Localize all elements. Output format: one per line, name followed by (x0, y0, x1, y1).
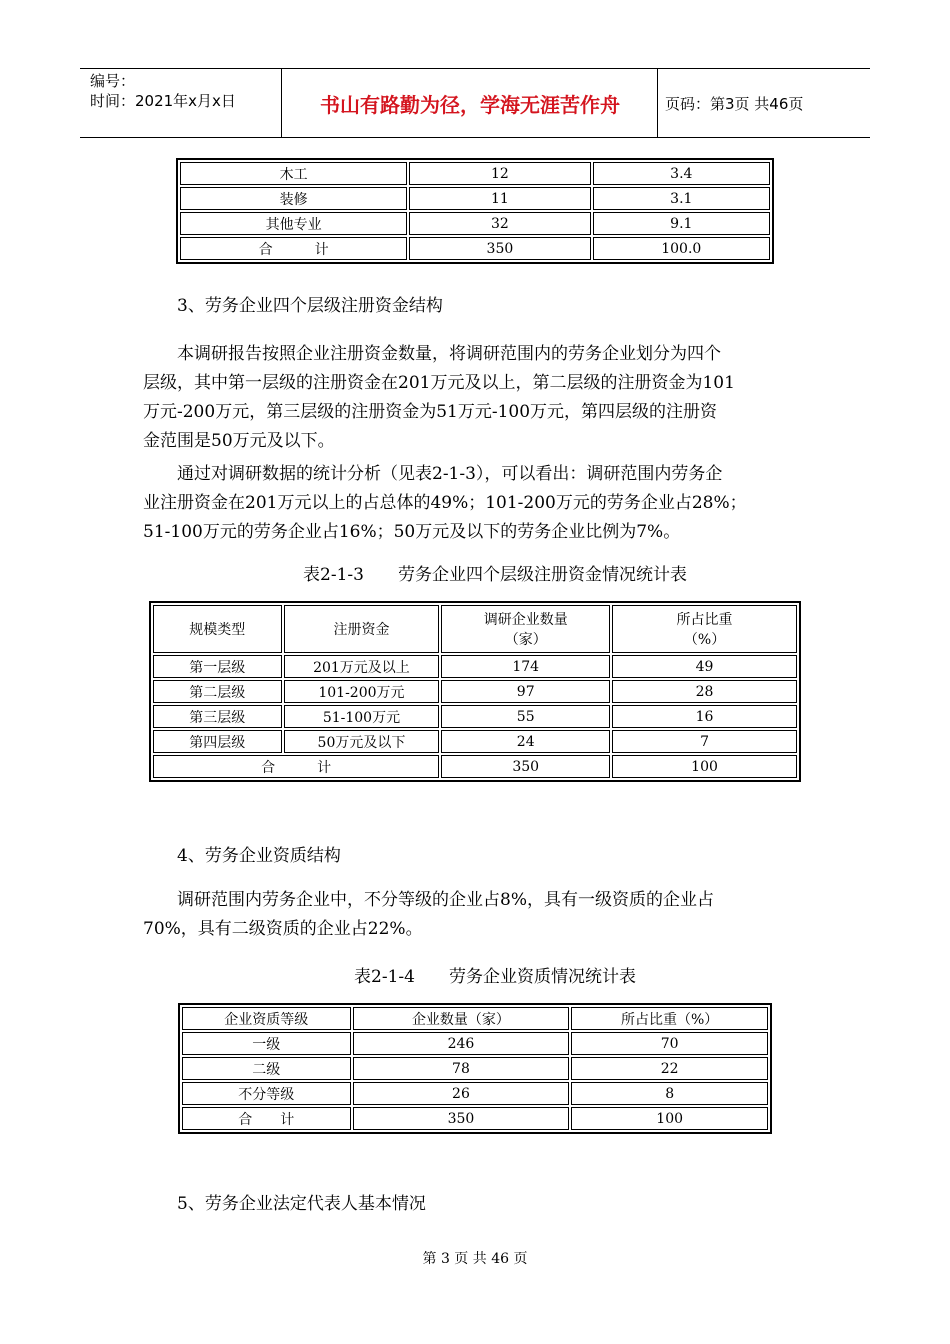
table-cell: 78 (353, 1057, 570, 1080)
document-date-label: 时间：2021年x月x日 (90, 92, 236, 110)
table-cell: 49 (612, 655, 797, 678)
table-cell: 第四层级 (153, 730, 282, 753)
table-cell: 一级 (182, 1032, 351, 1055)
paragraph-line: 业注册资金在201万元以上的占总体的49%；101-200万元的劳务企业占28%； (143, 493, 747, 513)
page-header (80, 68, 870, 138)
table-cell: 12 (409, 162, 590, 185)
paragraph-line: 调研范围内劳务企业中，不分等级的企业占8%，具有一级资质的企业占 (177, 890, 714, 910)
table-cell: 第二层级 (153, 680, 282, 703)
table-row (180, 237, 770, 260)
paragraph-line: 本调研报告按照企业注册资金数量，将调研范围内的劳务企业划分为四个 (177, 344, 721, 364)
paragraph-line: 51-100万元的劳务企业占16%；50万元及以下的劳务企业比例为7%。 (143, 522, 681, 542)
table-cell: 22 (571, 1057, 768, 1080)
table-row (153, 655, 797, 678)
table-cell: 51-100万元 (284, 705, 440, 728)
paragraph-line: 层级，其中第一层级的注册资金在201万元及以上，第二层级的注册资金为101 (143, 373, 735, 393)
table-cell: 合 计 (182, 1107, 351, 1130)
section-5-heading: 5、劳务企业法定代表人基本情况 (177, 1194, 426, 1214)
section-3-heading: 3、劳务企业四个层级注册资金结构 (177, 296, 443, 316)
table-row (180, 187, 770, 210)
column-header: 企业数量（家） (353, 1007, 570, 1030)
table-cell: 合 计 (153, 755, 439, 778)
table-cell: 11 (409, 187, 590, 210)
table-cell: 55 (441, 705, 610, 728)
column-header (612, 605, 797, 653)
header-motto: 书山有路勤为径，学海无涯苦作舟 (320, 92, 620, 117)
table-cell: 9.1 (593, 212, 770, 235)
table-header-row (182, 1007, 768, 1030)
table-cell: 28 (612, 680, 797, 703)
table-cell: 第三层级 (153, 705, 282, 728)
table-cell: 201万元及以上 (284, 655, 440, 678)
table-cell: 7 (612, 730, 797, 753)
section-4-heading: 4、劳务企业资质结构 (177, 846, 341, 866)
table-row (153, 730, 797, 753)
table-cell: 不分等级 (182, 1082, 351, 1105)
document-number-label: 编号： (90, 72, 136, 90)
table-cell: 第一层级 (153, 655, 282, 678)
column-header: 企业资质等级 (182, 1007, 351, 1030)
table-cell: 100.0 (593, 237, 770, 260)
table-cell: 32 (409, 212, 590, 235)
column-header: 注册资金 (284, 605, 440, 653)
table-header-row (153, 605, 797, 653)
section-3-paragraph-2 (143, 460, 823, 547)
table-row (182, 1082, 768, 1105)
table-cell: 97 (441, 680, 610, 703)
table-cell: 26 (353, 1082, 570, 1105)
column-header-line: （家） (504, 632, 547, 648)
table-row (182, 1107, 768, 1130)
table-row (182, 1032, 768, 1055)
table-row (182, 1057, 768, 1080)
table-row (180, 212, 770, 235)
table-2-1-3-body (153, 605, 797, 778)
table-cell: 16 (612, 705, 797, 728)
column-header-line: （%） (683, 632, 726, 648)
table-cell: 合 计 (180, 237, 407, 260)
table-cell: 350 (441, 755, 610, 778)
table-cell: 其他专业 (180, 212, 407, 235)
page-footer: 第 3 页 共 46 页 (422, 1251, 528, 1267)
table-cell: 100 (612, 755, 797, 778)
table-cell: 100 (571, 1107, 768, 1130)
continued-table (176, 158, 774, 264)
table-cell: 8 (571, 1082, 768, 1105)
table-row (153, 705, 797, 728)
header-divider (657, 69, 658, 137)
table-2-1-4 (178, 1003, 772, 1134)
table-cell: 木工 (180, 162, 407, 185)
column-header: 规模类型 (153, 605, 282, 653)
table-2-1-4-caption: 表2-1-4 劳务企业资质情况统计表 (354, 967, 636, 987)
paragraph-line: 金范围是50万元及以下。 (143, 431, 335, 451)
table-cell: 101-200万元 (284, 680, 440, 703)
table-cell: 二级 (182, 1057, 351, 1080)
table-cell: 246 (353, 1032, 570, 1055)
column-header-line: 所占比重 (676, 612, 733, 628)
table-2-1-4-body (182, 1007, 768, 1130)
paragraph-line: 万元-200万元，第三层级的注册资金为51万元-100万元，第四层级的注册资 (143, 402, 718, 422)
section-3-paragraph-1 (143, 340, 823, 456)
header-page-info: 页码：第3页 共46页 (665, 94, 804, 113)
table-row (153, 680, 797, 703)
table-row (180, 162, 770, 185)
paragraph-line: 通过对调研数据的统计分析（见表2-1-3），可以看出：调研范围内劳务企 (177, 464, 723, 484)
table-2-1-3 (149, 601, 801, 782)
table-cell: 3.4 (593, 162, 770, 185)
table-cell: 3.1 (593, 187, 770, 210)
continued-table-body (180, 162, 770, 260)
section-4-paragraph (143, 886, 823, 944)
table-2-1-3-caption: 表2-1-3 劳务企业四个层级注册资金情况统计表 (303, 565, 687, 585)
table-cell: 装修 (180, 187, 407, 210)
header-meta (80, 69, 282, 137)
table-cell: 70 (571, 1032, 768, 1055)
table-cell: 50万元及以下 (284, 730, 440, 753)
column-header: 所占比重（%） (571, 1007, 768, 1030)
table-cell: 174 (441, 655, 610, 678)
table-cell: 24 (441, 730, 610, 753)
paragraph-line: 70%，具有二级资质的企业占22%。 (143, 919, 423, 939)
table-cell: 350 (409, 237, 590, 260)
table-cell: 350 (353, 1107, 570, 1130)
table-total-row (153, 755, 797, 778)
column-header (441, 605, 610, 653)
column-header-line: 调研企业数量 (483, 612, 568, 628)
